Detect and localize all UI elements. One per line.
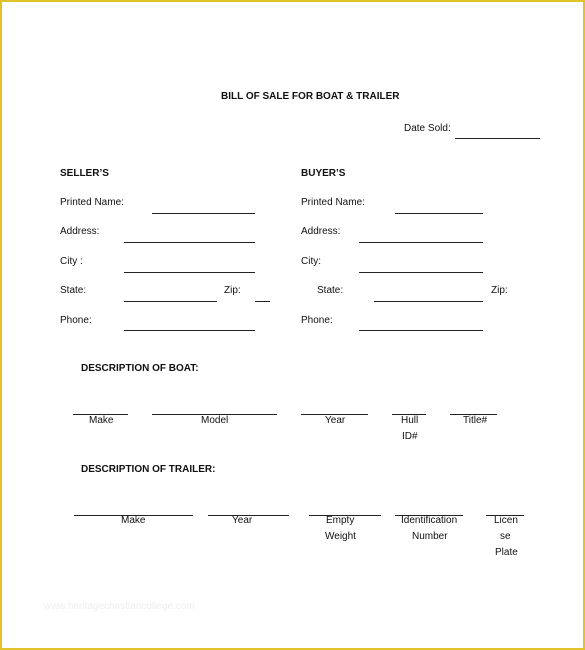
boat-model-label: Model bbox=[201, 415, 229, 426]
trailer-empty-label-line1: Empty bbox=[326, 515, 355, 526]
boat-heading: DESCRIPTION OF BOAT: bbox=[81, 363, 199, 374]
buyer-phone-label: Phone: bbox=[301, 315, 333, 326]
buyer-address-field[interactable] bbox=[359, 242, 483, 243]
seller-city-field[interactable] bbox=[124, 272, 255, 273]
buyer-printed-name-field[interactable] bbox=[395, 213, 483, 214]
seller-address-label: Address: bbox=[60, 226, 100, 237]
date-sold-label: Date Sold: bbox=[404, 123, 451, 134]
buyer-zip-label: Zip: bbox=[491, 285, 508, 296]
seller-printed-name-field[interactable] bbox=[152, 213, 255, 214]
trailer-license-label-line2: se bbox=[500, 531, 511, 542]
seller-printed-name-label: Printed Name: bbox=[60, 197, 124, 208]
boat-year-label: Year bbox=[325, 415, 346, 426]
boat-make-label: Make bbox=[89, 415, 114, 426]
seller-phone-label: Phone: bbox=[60, 315, 92, 326]
seller-zip-field[interactable] bbox=[255, 301, 270, 302]
buyer-heading: BUYER’S bbox=[301, 168, 346, 179]
buyer-city-field[interactable] bbox=[359, 272, 483, 273]
boat-hull-label-line1: Hull bbox=[401, 415, 419, 426]
buyer-state-field[interactable] bbox=[374, 301, 483, 302]
seller-zip-label: Zip: bbox=[224, 285, 241, 296]
buyer-city-label: City: bbox=[301, 256, 321, 267]
trailer-id-label-line2: Number bbox=[412, 531, 448, 542]
buyer-printed-name-label: Printed Name: bbox=[301, 197, 365, 208]
buyer-phone-field[interactable] bbox=[359, 330, 483, 331]
trailer-license-label-line1: Licen bbox=[494, 515, 518, 526]
trailer-make-label: Make bbox=[121, 515, 146, 526]
document-title: BILL OF SALE FOR BOAT & TRAILER bbox=[221, 91, 400, 102]
trailer-empty-label-line2: Weight bbox=[325, 531, 356, 542]
watermark: www.heritagechristiancollege.com bbox=[44, 601, 195, 612]
buyer-address-label: Address: bbox=[301, 226, 341, 237]
trailer-id-label-line1: Identification bbox=[401, 515, 458, 526]
seller-city-label: City : bbox=[60, 256, 83, 267]
trailer-year-label: Year bbox=[232, 515, 253, 526]
seller-heading: SELLER’S bbox=[60, 168, 109, 179]
boat-title-label: Title# bbox=[463, 415, 488, 426]
trailer-heading: DESCRIPTION OF TRAILER: bbox=[81, 464, 216, 475]
trailer-license-label-line3: Plate bbox=[495, 547, 518, 558]
buyer-state-label: State: bbox=[317, 285, 344, 296]
seller-state-field[interactable] bbox=[124, 301, 217, 302]
seller-phone-field[interactable] bbox=[124, 330, 255, 331]
seller-address-field[interactable] bbox=[124, 242, 255, 243]
boat-hull-label-line2: ID# bbox=[402, 431, 418, 442]
seller-state-label: State: bbox=[60, 285, 87, 296]
date-sold-field[interactable] bbox=[455, 138, 540, 139]
